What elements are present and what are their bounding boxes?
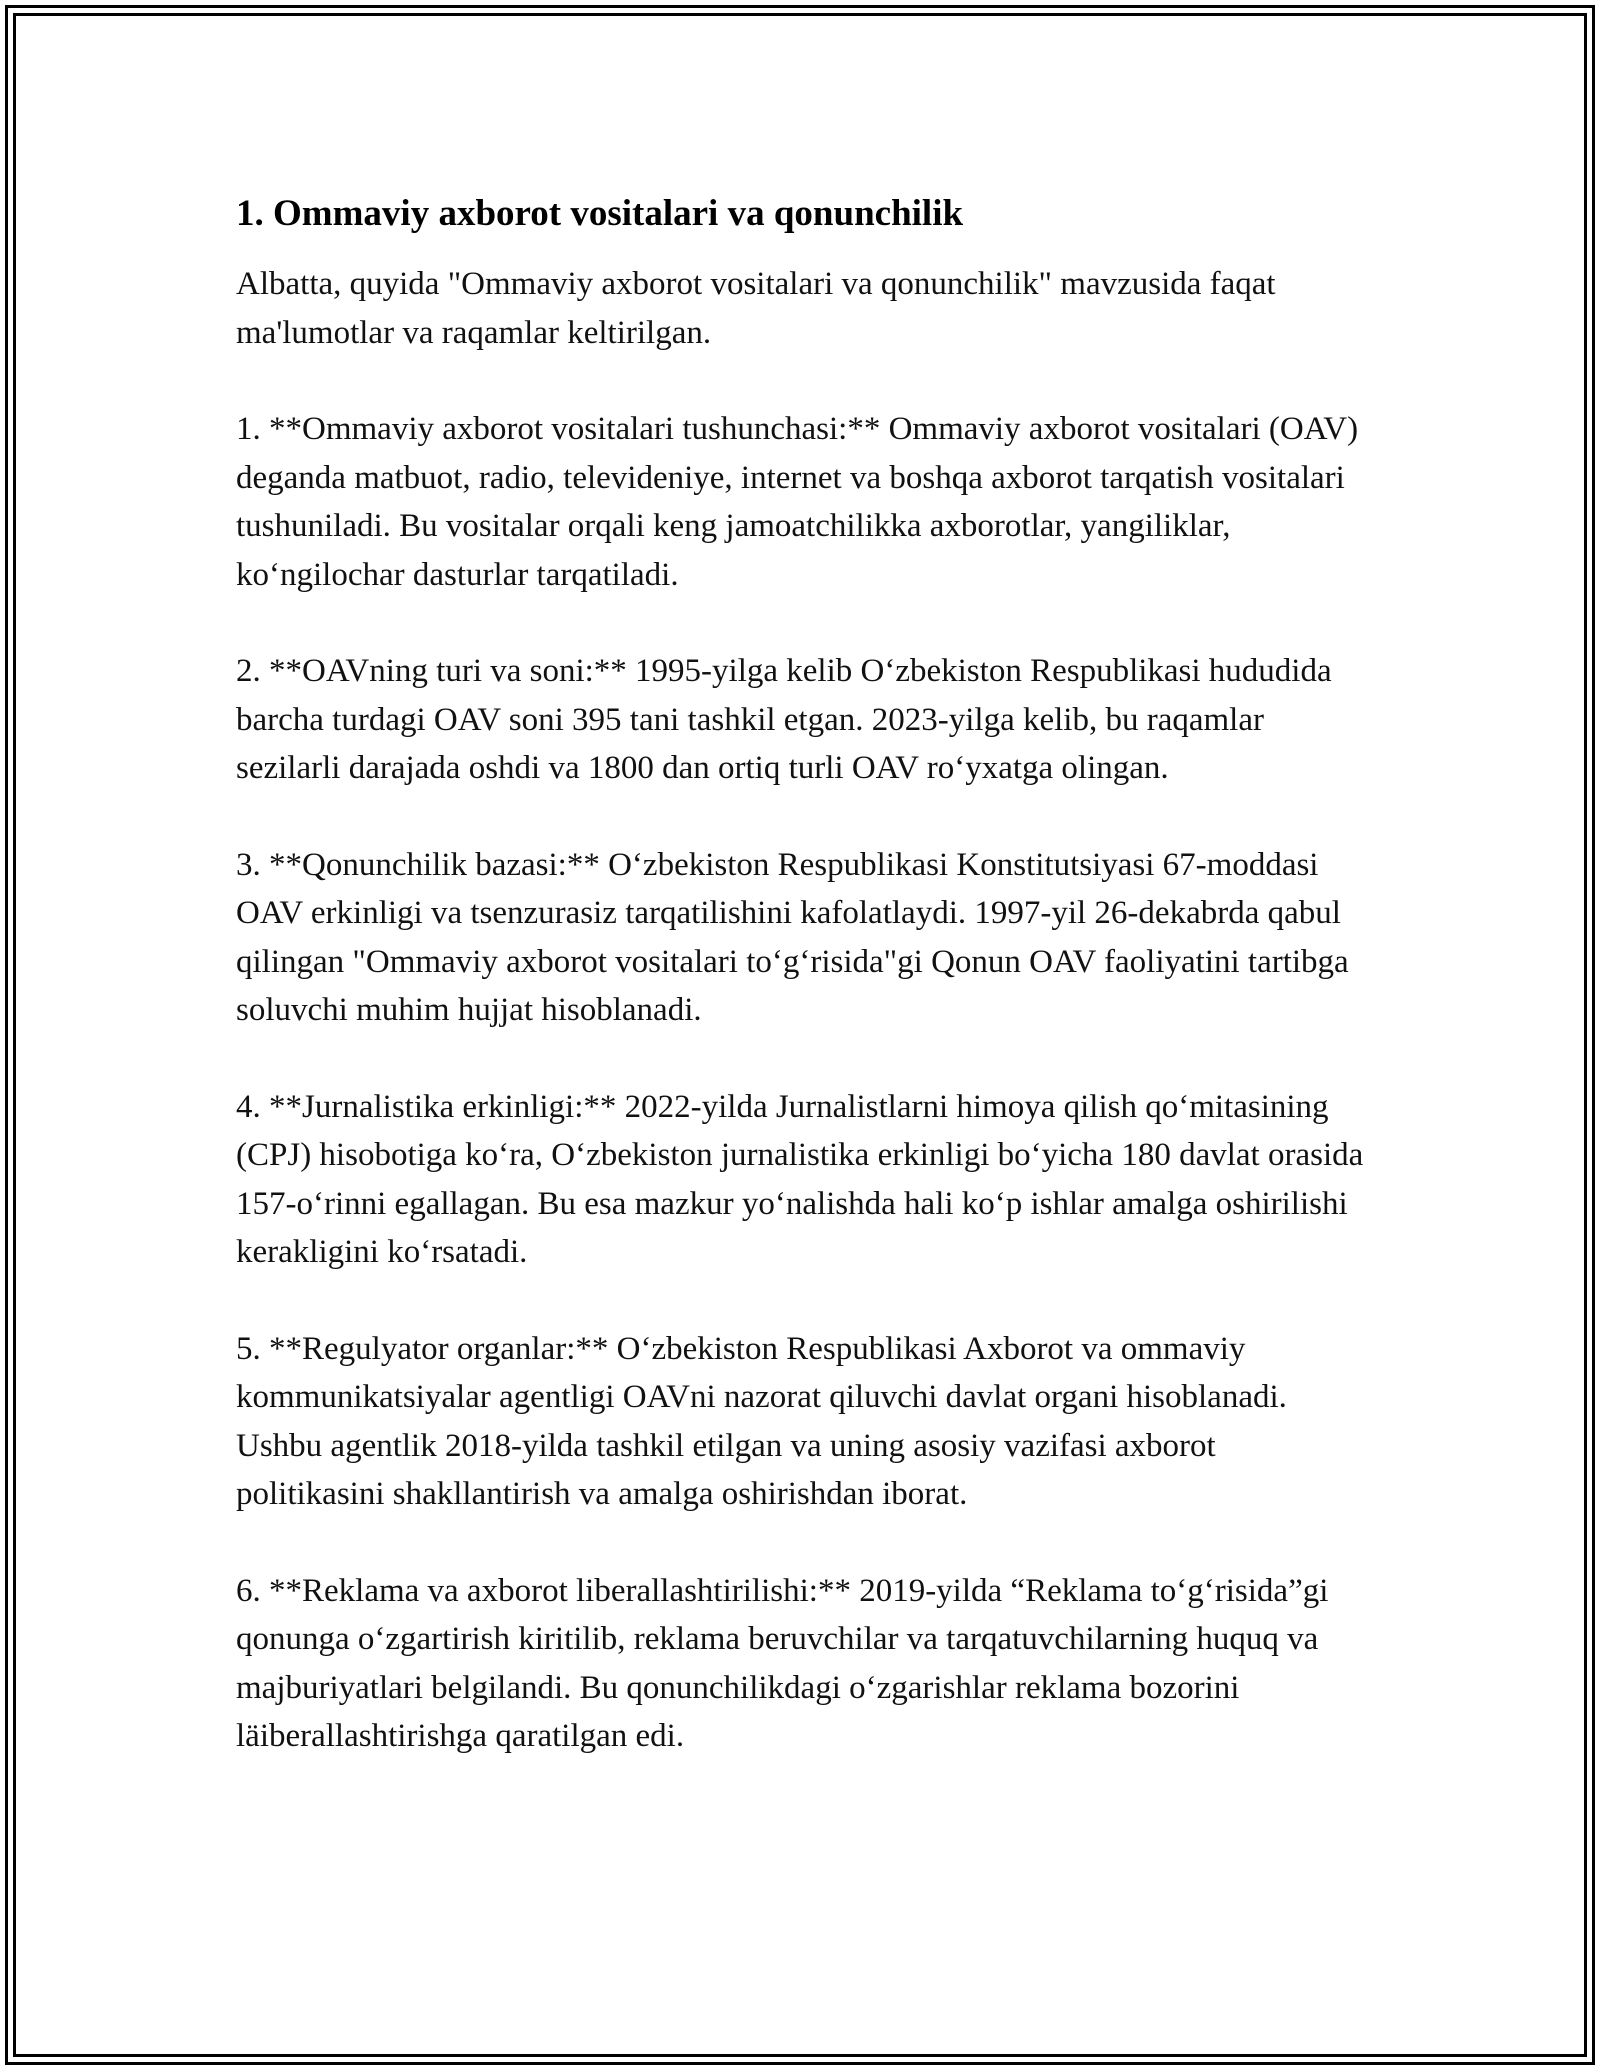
intro-paragraph: Albatta, quyida "Ommaviy axborot vositalari va qonunchilik" mavzusida faqat ma'lumotlar va raqamlar keltirilgan. [236, 266, 1276, 351]
paragraph-5: 5. **Regulyator organlar:** O‘zbekiston Respublikasi Axborot va ommaviy kommunikatsiyalar agentligi OAVni nazorat qiluvchi davlat organi hisoblanadi. Ushbu agentlik 2018-yilda tashkil etilgan va uning asosiy vazifasi axborot politikasini shakllantirish va amalga oshirishdan iborat. [236, 1330, 1287, 1512]
paragraph-6: 6. **Reklama va axborot liberallashtirilishi:** 2019-yilda “Reklama to‘g‘risida”gi qonunga o‘zgartirish kiritilib, reklama beruvchilar va tarqatuvchilarning huquq va majburiyatlari belgilandi. Bu qonunchilikdagi o‘zgarishlar reklama bozorini läiberallashtirishga qaratilgan edi. [236, 1572, 1329, 1754]
paragraph-1: 1. **Ommaviy axborot vositalari tushunchasi:** Ommaviy axborot vositalari (OAV) deganda matbuot, radio, televideniye, internet va boshqa axborot tarqatish vositalari tushuniladi. Bu vositalar orqali keng jamoatchilikka axborotlar, yangiliklar, ko‘ngilochar dasturlar tarqatiladi. [236, 411, 1359, 593]
document-title: 1. Ommaviy axborot vositalari va qonunchilik [236, 193, 964, 234]
paragraph-3: 3. **Qonunchilik bazasi:** O‘zbekiston Respublikasi Konstitutsiyasi 67-moddasi OAV erkinligi va tsenzurasiz tarqatilishini kafolatlaydi. 1997-yil 26-dekabrda qabul qilingan "Ommaviy axborot vositalari to‘g‘risida"gi Qonun OAV faoliyatini tartibga soluvchi muhim hujjat hisoblanadi. [236, 846, 1349, 1028]
paragraph-4: 4. **Jurnalistika erkinligi:** 2022-yilda Jurnalistlarni himoya qilish qo‘mitasining (CPJ) hisobotiga ko‘ra, O‘zbekiston jurnalistika erkinligi bo‘yicha 180 davlat orasida 157-o‘rinni egallagan. Bu esa mazkur yo‘nalishda hali ko‘p ishlar amalga oshirilishi kerakligini ko‘rsatadi. [236, 1088, 1364, 1270]
document-body [236, 190, 1366, 1809]
paragraph-2: 2. **OAVning turi va soni:** 1995-yilga kelib O‘zbekiston Respublikasi hududida barcha turdagi OAV soni 395 tani tashkil etgan. 2023-yilga kelib, bu raqamlar sezilarli darajada oshdi va 1800 dan ortiq turli OAV ro‘yxatga olingan. [236, 653, 1332, 786]
